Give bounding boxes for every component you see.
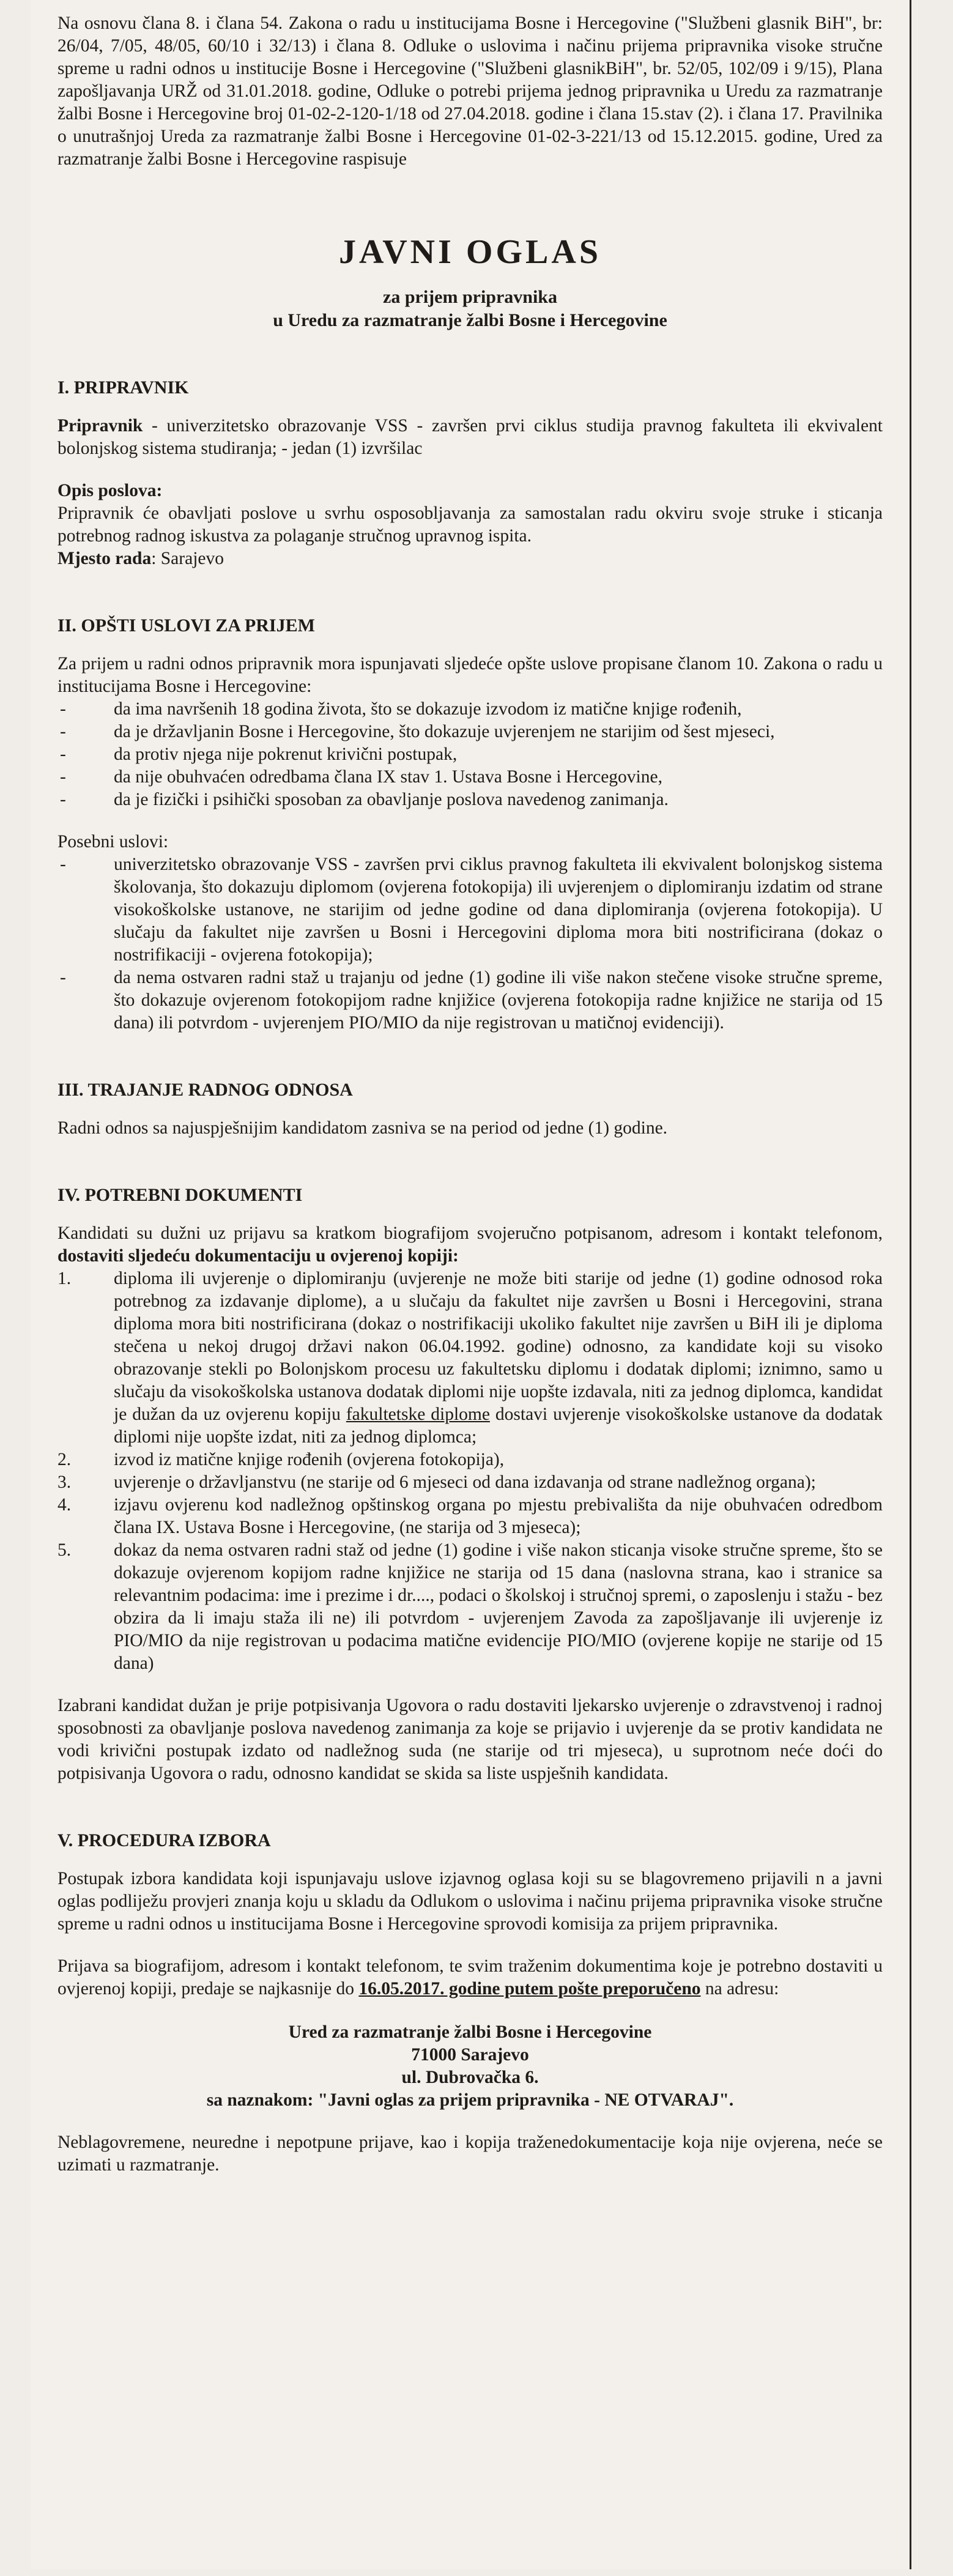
list-item: 4. izjavu ovjerenu kod nadležnog opštinskog organa po mjestu prebivališta da nije obuhvaćen odredbom člana IX. Ustava Bosne i Hercegovine, (ne starija od 3 mjeseca); xyxy=(57,1495,883,1537)
section-heading-general-conditions: II. OPŠTI USLOVI ZA PRIJEM xyxy=(57,615,315,636)
address-line-3: ul. Dubrovačka 6. xyxy=(401,2068,539,2087)
address-line-2: 71000 Sarajevo xyxy=(411,2045,529,2065)
position-text: - univerzitetsko obrazovanje VSS - završen prvi ciklus studija pravnog fakulteta ili ekvivalent bolonjskog sistema studiranja; - jedan (1) izvršilac xyxy=(57,416,883,458)
list-item: 5. dokaz da nema ostvaren radni staž od jedne (1) godine i više nakon sticanja visoke stručne spreme, što se dokazuje ovjerenom kopijom radne knjižice ne starija od 15 dana (naslovna strana, kao i stranice sa relevantnim podacima: ime i prezime i dr...., podaci o školskoj i stručnoj spremi, o zaposlenju i stažu - bez obzira da li imaju staža ili ne) ili potvrdom - uvjerenjem Zavoda za zapošljavanje ili uvjerenje iz PIO/MIO da nije registrovan u podacima matične evidencije PIO/MIO (ovjerene kopije ne starije od 15 dana) xyxy=(57,1540,883,1673)
list-item: - da nije obuhvaćen odredbama člana IX stav 1. Ustava Bosne i Hercegovine, xyxy=(57,766,883,789)
list-item: - da protiv njega nije pokrenut krivični postupak, xyxy=(57,743,883,766)
section-heading-documents: IV. POTREBNI DOKUMENTI xyxy=(57,1185,303,1205)
underlined-term: fakultetske diplome xyxy=(346,1405,490,1424)
address-line-1: Ured za razmatranje žalbi Bosne i Hercegovine xyxy=(288,2022,652,2042)
section-heading-trainee: I. PRIPRAVNIK xyxy=(57,377,189,398)
special-conditions-list xyxy=(57,853,883,1034)
submission-text: Prijava sa biografijom, adresom i kontakt telefonom, te svim traženim dokumentima koje je potrebno dostaviti u ovjerenoj kopiji, predaje se najkasnije do 16.05.2017. godine putem pošte preporučeno na adresu: xyxy=(57,1956,883,1999)
list-item: 2. izvod iz matične knjige rođenih (ovjerena fotokopija), xyxy=(57,1450,505,1469)
section-heading-duration: III. TRAJANJE RADNOG ODNOSA xyxy=(57,1080,353,1100)
duties-label: Opis poslova: xyxy=(57,481,163,500)
documents-list xyxy=(57,1268,883,1675)
special-conditions-label: Posebni uslovi: xyxy=(57,832,169,852)
list-item: 1. diploma ili uvjerenje o diplomiranju (uvjerenje ne može biti starije od jedne (1) godine odnosod roka potrebnog za izdavanje diplome), a u slučaju da fakultet nije završen u Bosni i Hercegovini, strana diploma mora biti nostrificirana (dokaz o nostrifikaciji ukoliko fakultet nije završen u BiH ili je diploma stečena u nekoj drugoj državi nakon 06.04.1992. godine) odnosno, za kandidate koji su visoko obrazovanje stekli po Bolonjskom procesu uz fakultetsku diplomu i dodatak diplomi; iznimno, samo u slučaju da visokoškolska ustanova dodatak diplomi nije uopšte izdavala, niti za jednog diplomca, kandidat je dužan da uz ovjerenu kopiju fakultetske diplome dostavi uvjerenje visokoškolske ustanove da dodatak diplomi nije uopšte izdat, niti za jednog diplomca; xyxy=(57,1269,883,1447)
procedure-text: Postupak izbora kandidata koji ispunjavaju uslove izjavnog oglasa koji su se blagovremeno prijavili n a javni oglas podliježu provjeri znanja koju u skladu da Odlukom o uslovima i načinu prijema pripravnika visoke stručne spreme u radni odnos u institucijama Bosne i Hercegovine sprovodi komisija za prijem pripravnika. xyxy=(57,1869,883,1934)
selected-candidate-paragraph: Izabrani kandidat dužan je prije potpisivanja Ugovora o radu dostaviti ljekarsko uvjerenje o zdravstvenoj i radnoj sposobnosti za obavljanje poslova navedenog zanimanja za koje se prijavio i uvjerenje da se protiv kandidata ne vodi krivični postupak izdato od nadležnog suda (ne starije od tri mjeseca), u suprotnom neće doći do potpisivanja Ugovora o radu, odnosno kandidat se skida sa liste uspješnih kandidata. xyxy=(57,1696,883,1783)
work-place-value: : Sarajevo xyxy=(151,549,224,568)
final-note: Neblagovremene, neuredne i nepotpune prijave, kao i kopija traženedokumentacije koja nije ovjerena, neće se uzimati u razmatranje. xyxy=(57,2132,883,2175)
general-conditions-lead: Za prijem u radni odnos pripravnik mora ispunjavati sljedeće opšte uslove propisane članom 10. Zakona o radu u institucijama Bosne i Hercegovine: xyxy=(57,654,883,696)
work-place xyxy=(57,547,883,570)
subtitle-line-1: za prijem pripravnika xyxy=(383,287,557,307)
documents-lead-bold: dostaviti sljedeću dokumentaciju u ovjerenoj kopiji: xyxy=(57,1246,459,1266)
page-title: JAVNI OGLAS xyxy=(339,233,601,271)
deadline-date: 16.05.2017. godine putem pošte preporučeno xyxy=(358,1979,701,1999)
list-item: - da je državljanin Bosne i Hercegovine, što dokazuje uvjerenjem ne starijim od šest mjeseci, xyxy=(57,721,883,743)
intro-paragraph: Na osnovu člana 8. i člana 54. Zakona o radu u institucijama Bosne i Hercegovine ("Službeni glasnik BiH", br: 26/04, 7/05, 48/05, 60/10 i 32/13) i člana 8. Odluke o uslovima i načinu prijema pripravnika visoke stručne spreme u radni odnos u institucije Bosne i Hercegovine ("Službeni glasnikBiH", br. 52/05, 102/09 i 9/15), Plana zapošljavanja URŽ od 31.01.2018. godine, Odluke o potrebi prijema jednog pripravnika u Uredu za razmatranje žalbi Bosne i Hercegovine broj 01-02-2-120-1/18 od 27.04.2018. godine i člana 15.stav (2). i člana 17. Pravilnika o unutrašnjoj Uredа za razmatranje žalbi Bosne i Hercegovine 01-02-3-221/13 od 15.12.2015. godine, Ured za razmatranje žalbi Bosne i Hercegovine raspisuje xyxy=(57,13,883,169)
subtitle xyxy=(57,286,883,332)
position-label: Pripravnik xyxy=(57,416,143,436)
general-conditions-list xyxy=(57,698,883,811)
address-line-4: sa naznakom: "Javni oglas za prijem pripravnika - NE OTVARAJ". xyxy=(206,2090,734,2110)
subtitle-line-2: u Uredu za razmatranje žalbi Bosne i Hercegovine xyxy=(273,310,667,330)
duties-text: Pripravnik će obavljati poslove u svrhu osposobljavanja za samostalan radu okviru svoje struke i sticanja potrebnog radnog iskustva za polaganje stručnog upravnog ispita. xyxy=(57,503,883,546)
list-item: - da ima navršenih 18 godina života, što se dokazuje izvodom iz matične knjige rođenih, xyxy=(57,698,883,721)
work-place-label: Mjesto rada xyxy=(57,549,152,568)
documents-lead: Kandidati su dužni uz prijavu sa kratkom biografijom svojeručno potpisanom, adresom i kontakt telefonom, dostaviti sljedeću dokumentaciju u ovjerenoj kopiji: xyxy=(57,1223,883,1266)
list-item: - univerzitetsko obrazovanje VSS - završen prvi ciklus pravnog fakulteta ili ekvivalent bolonjskog sistema školovanja, što dokazuju diplomom (ovjerena fotokopija) ili uvjerenjem o diplomiranju izdatim od strane visokoškolske ustanove, ne starijim od jedne godine od dana diplomiranja (ovjerena fotokopija). U slučaju da fakultet nije završen u Bosni i Hercegovini diploma mora biti nostrificirana (dokaz o nostrifikaciji - ovjerena fotokopija); xyxy=(57,853,883,967)
job-announcement-page xyxy=(31,0,911,2569)
position-description xyxy=(57,415,883,460)
postal-address xyxy=(57,2021,883,2112)
list-item: - da nema ostvaren radni staž u trajanju od jedne (1) godine ili više nakon stečene visoke stručne spreme, što dokazuje ovjerenom fotokopijom radne knjižice (ovjerena fotokopija radne knjižice ne starija od 15 dana) ili potvrdom - uvjerenjem PIO/MIO da nije registrovan u matičnoj evidenciji). xyxy=(57,967,883,1034)
duration-text: Radni odnos sa najuspješnijim kandidatom zasniva se na period od jedne (1) godine. xyxy=(57,1118,668,1138)
list-item: - da je fizički i psihički sposoban za obavljanje poslova navedenog zanimanja. xyxy=(57,789,883,811)
list-item: 3. uvjerenje o državljanstvu (ne starije od 6 mjeseci od dana izdavanja od strane nadležnog organa); xyxy=(57,1472,816,1492)
section-heading-procedure: V. PROCEDURA IZBORA xyxy=(57,1830,271,1850)
